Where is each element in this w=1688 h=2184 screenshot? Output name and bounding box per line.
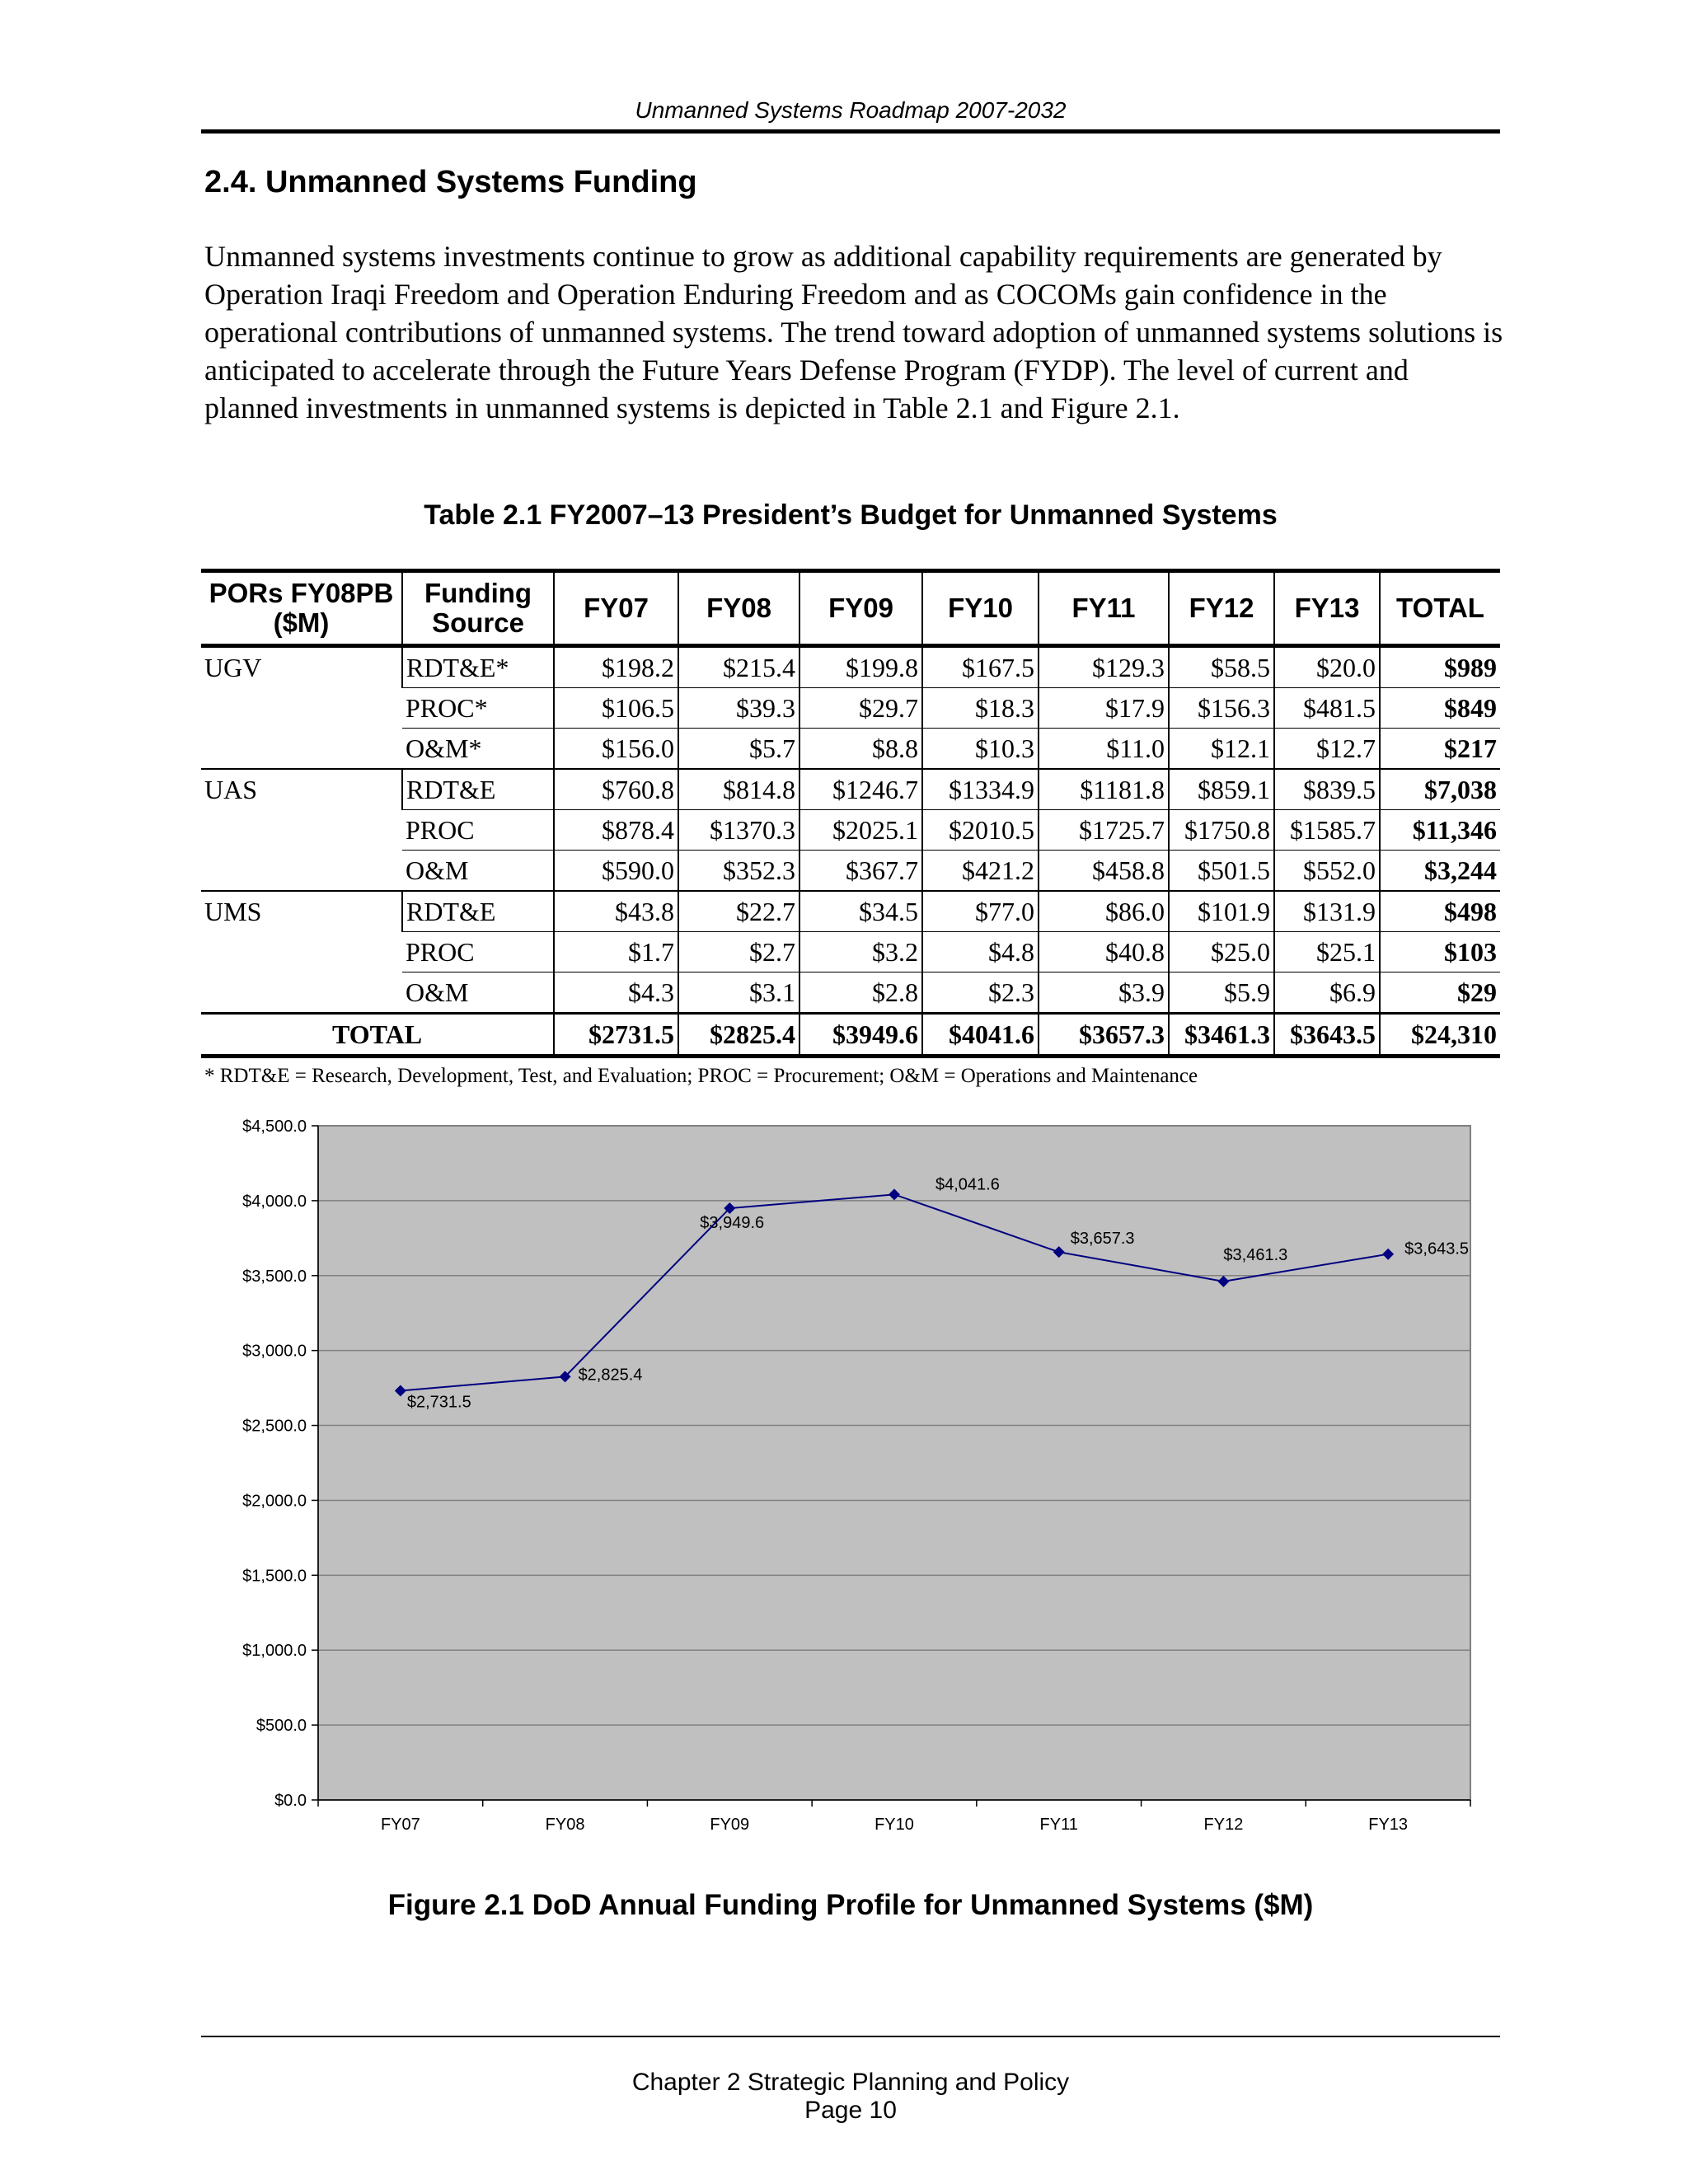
value-cell: $199.8 [799, 646, 922, 688]
data-label: $3,461.3 [1223, 1245, 1288, 1264]
section-heading: 2.4. Unmanned Systems Funding [204, 165, 697, 199]
table-footnote: * RDT&E = Research, Development, Test, and Evaluation; PROC = Procurement; O&M = Operations and Maintenance [204, 1065, 1198, 1087]
intro-paragraph: Unmanned systems investments continue to grow as additional capability requirements are generated by Operation Iraqi Freedom and Operation Enduring Freedom and as COCOMs gain confidence in the operational contributions of unmanned systems. The trend toward adoption of unmanned systems solutions is anticipated to accelerate through the Future Years Defense Program (FYDP). The level of current and planned investments in unmanned systems is depicted in Table 2.1 and Figure 2.1. [204, 240, 1503, 424]
value-cell: $77.0 [922, 891, 1039, 932]
value-cell: $814.8 [678, 769, 799, 810]
funding-source-cell: PROC* [402, 688, 554, 729]
plot-area [318, 1126, 1470, 1800]
funding-source-cell: RDT&E* [402, 646, 554, 688]
value-cell: $6.9 [1274, 972, 1380, 1014]
x-tick-label: FY09 [710, 1816, 750, 1834]
data-label: $2,825.4 [578, 1366, 643, 1385]
value-cell: $215.4 [678, 646, 799, 688]
value-cell: $5.7 [678, 729, 799, 770]
value-cell: $20.0 [1274, 646, 1380, 688]
value-cell: $39.3 [678, 688, 799, 729]
column-header: FY12 [1169, 571, 1274, 646]
row-total-cell: $7,038 [1380, 769, 1500, 810]
value-cell: $17.9 [1039, 688, 1169, 729]
column-total-cell: $3949.6 [799, 1014, 922, 1057]
page-footer [201, 2069, 1500, 2125]
funding-source-cell: O&M* [402, 729, 554, 770]
funding-source-cell: O&M [402, 972, 554, 1014]
footer-page-number: Page 10 [804, 2097, 897, 2124]
total-label-cell: TOTAL [201, 1014, 554, 1057]
row-total-cell: $103 [1380, 932, 1500, 972]
value-cell: $86.0 [1039, 891, 1169, 932]
table-body [201, 646, 1500, 1057]
column-header: FY10 [922, 571, 1039, 646]
funding-source-cell: RDT&E [402, 891, 554, 932]
value-cell: $3.2 [799, 932, 922, 972]
row-total-cell: $849 [1380, 688, 1500, 729]
value-cell: $421.2 [922, 851, 1039, 892]
column-header: TOTAL [1380, 571, 1500, 646]
value-cell: $2025.1 [799, 810, 922, 851]
y-tick-label: $2,000.0 [242, 1492, 307, 1511]
grand-total-cell: $24,310 [1380, 1014, 1500, 1057]
value-cell: $501.5 [1169, 851, 1274, 892]
value-cell: $167.5 [922, 646, 1039, 688]
value-cell: $1585.7 [1274, 810, 1380, 851]
value-cell: $760.8 [554, 769, 678, 810]
x-tick-label: FY10 [874, 1816, 914, 1834]
x-tick-label: FY08 [545, 1816, 585, 1834]
table-caption: Table 2.1 FY2007–13 President’s Budget for Unmanned Systems [424, 499, 1278, 531]
value-cell: $367.7 [799, 851, 922, 892]
value-cell: $43.8 [554, 891, 678, 932]
value-cell: $12.7 [1274, 729, 1380, 770]
y-tick-label: $2,500.0 [242, 1417, 307, 1436]
x-tick-label: FY12 [1203, 1816, 1244, 1834]
value-cell: $552.0 [1274, 851, 1380, 892]
value-cell: $156.0 [554, 729, 678, 770]
value-cell: $25.0 [1169, 932, 1274, 972]
value-cell: $5.9 [1169, 972, 1274, 1014]
value-cell: $458.8 [1039, 851, 1169, 892]
footer-chapter: Chapter 2 Strategic Planning and Policy [631, 2069, 1070, 2096]
value-cell: $101.9 [1169, 891, 1274, 932]
value-cell: $839.5 [1274, 769, 1380, 810]
running-header: Unmanned Systems Roadmap 2007-2032 [635, 97, 1067, 123]
data-label: $2,731.5 [406, 1393, 471, 1412]
value-cell: $131.9 [1274, 891, 1380, 932]
value-cell: $859.1 [1169, 769, 1274, 810]
column-total-cell: $2731.5 [554, 1014, 678, 1057]
table-row [201, 891, 1500, 932]
value-cell: $40.8 [1039, 932, 1169, 972]
value-cell: $2.3 [922, 972, 1039, 1014]
x-tick-label: FY07 [380, 1816, 420, 1834]
x-tick-label: FY13 [1368, 1816, 1409, 1834]
value-cell: $2.8 [799, 972, 922, 1014]
y-tick-label: $500.0 [256, 1717, 307, 1736]
value-cell: $11.0 [1039, 729, 1169, 770]
x-tick-label: FY11 [1039, 1816, 1078, 1834]
value-cell: $25.1 [1274, 932, 1380, 972]
value-cell: $2.7 [678, 932, 799, 972]
column-header: FY11 [1039, 571, 1169, 646]
value-cell: $22.7 [678, 891, 799, 932]
data-label: $4,041.6 [935, 1175, 1000, 1194]
funding-source-cell: RDT&E [402, 769, 554, 810]
value-cell: $878.4 [554, 810, 678, 851]
value-cell: $29.7 [799, 688, 922, 729]
figure-caption: Figure 2.1 DoD Annual Funding Profile for Unmanned Systems ($M) [387, 1889, 1314, 1921]
y-tick-label: $4,000.0 [242, 1192, 307, 1211]
table-header-row [201, 571, 1500, 646]
y-tick-label: $3,000.0 [242, 1342, 307, 1361]
value-cell: $156.3 [1169, 688, 1274, 729]
column-total-cell: $3657.3 [1039, 1014, 1169, 1057]
column-total-cell: $3643.5 [1274, 1014, 1380, 1057]
value-cell: $8.8 [799, 729, 922, 770]
y-tick-label: $3,500.0 [242, 1267, 307, 1286]
budget-table [201, 569, 1500, 1058]
funding-source-cell: O&M [402, 851, 554, 892]
value-cell: $1725.7 [1039, 810, 1169, 851]
header-rule [201, 129, 1500, 134]
por-cell: UMS [201, 891, 402, 1014]
value-cell: $4.3 [554, 972, 678, 1014]
column-header: FY09 [799, 571, 922, 646]
row-total-cell: $3,244 [1380, 851, 1500, 892]
column-total-cell: $2825.4 [678, 1014, 799, 1057]
value-cell: $12.1 [1169, 729, 1274, 770]
table-row [201, 646, 1500, 688]
value-cell: $481.5 [1274, 688, 1380, 729]
column-total-cell: $3461.3 [1169, 1014, 1274, 1057]
column-header: FY07 [554, 571, 678, 646]
row-total-cell: $11,346 [1380, 810, 1500, 851]
row-total-cell: $217 [1380, 729, 1500, 770]
data-label: $3,949.6 [700, 1214, 765, 1233]
value-cell: $4.8 [922, 932, 1039, 972]
value-cell: $18.3 [922, 688, 1039, 729]
value-cell: $1370.3 [678, 810, 799, 851]
funding-source-cell: PROC [402, 932, 554, 972]
value-cell: $590.0 [554, 851, 678, 892]
column-header: PORs FY08PB ($M) [201, 571, 402, 646]
column-header: FY08 [678, 571, 799, 646]
value-cell: $34.5 [799, 891, 922, 932]
value-cell: $106.5 [554, 688, 678, 729]
data-label: $3,657.3 [1070, 1230, 1135, 1249]
por-cell: UAS [201, 769, 402, 891]
value-cell: $198.2 [554, 646, 678, 688]
row-total-cell: $989 [1380, 646, 1500, 688]
table-row [201, 769, 1500, 810]
y-tick-label: $1,500.0 [242, 1567, 307, 1586]
value-cell: $1334.9 [922, 769, 1039, 810]
value-cell: $3.9 [1039, 972, 1169, 1014]
column-header: Funding Source [402, 571, 554, 646]
column-total-cell: $4041.6 [922, 1014, 1039, 1057]
y-tick-label: $1,000.0 [242, 1642, 307, 1661]
funding-source-cell: PROC [402, 810, 554, 851]
y-tick-label: $0.0 [274, 1792, 307, 1810]
row-total-cell: $29 [1380, 972, 1500, 1014]
value-cell: $2010.5 [922, 810, 1039, 851]
value-cell: $1.7 [554, 932, 678, 972]
row-total-cell: $498 [1380, 891, 1500, 932]
value-cell: $58.5 [1169, 646, 1274, 688]
y-tick-label: $4,500.0 [242, 1118, 307, 1136]
data-label: $3,643.5 [1404, 1240, 1470, 1258]
column-header: FY13 [1274, 571, 1380, 646]
value-cell: $3.1 [678, 972, 799, 1014]
value-cell: $1750.8 [1169, 810, 1274, 851]
value-cell: $352.3 [678, 851, 799, 892]
value-cell: $129.3 [1039, 646, 1169, 688]
value-cell: $10.3 [922, 729, 1039, 770]
por-cell: UGV [204, 653, 262, 682]
table-total-row [201, 1014, 1500, 1057]
value-cell: $1246.7 [799, 769, 922, 810]
footer-rule [201, 2036, 1500, 2037]
value-cell: $1181.8 [1039, 769, 1169, 810]
funding-line-chart [201, 1104, 1487, 1846]
